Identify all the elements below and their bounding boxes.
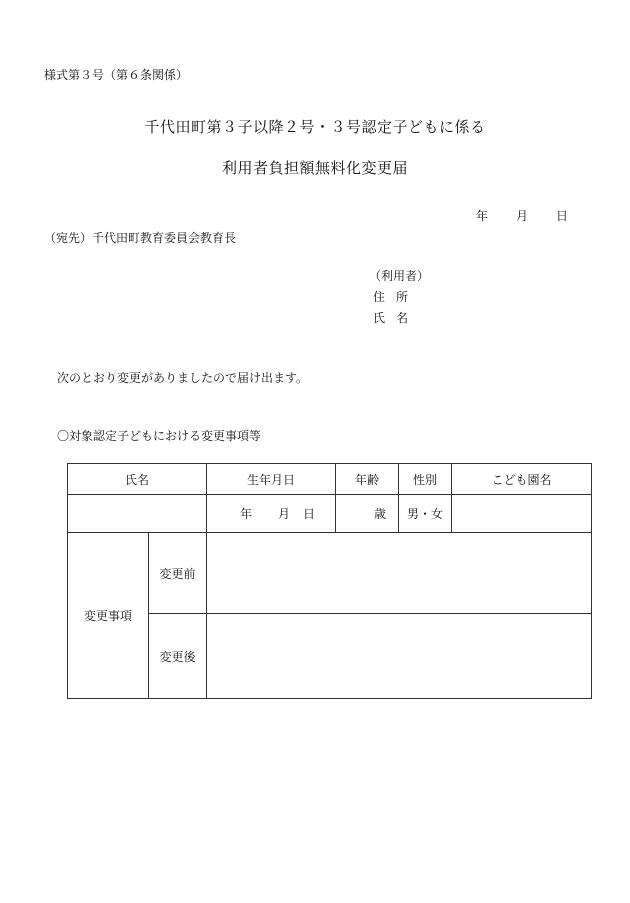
date-day: 日: [556, 209, 569, 223]
form-number: 様式第３号（第６条関係）: [44, 68, 189, 82]
change-items-label: 変更事項: [68, 533, 149, 699]
header-age: 年齢: [336, 464, 399, 495]
birth-day: 日: [303, 507, 316, 521]
birth-month: 月: [277, 507, 290, 521]
change-form-table: [67, 463, 592, 699]
notice-text: 次のとおり変更がありましたので届け出ます。: [57, 371, 309, 385]
date-year: 年: [476, 209, 489, 223]
child-school-field[interactable]: [452, 495, 592, 533]
gender-options: 男・女: [407, 507, 444, 521]
after-label: 変更後: [149, 614, 207, 699]
before-field[interactable]: [207, 533, 592, 614]
child-gender-field[interactable]: [399, 495, 452, 533]
header-birthdate: 生年月日: [207, 464, 336, 495]
age-unit: 歳: [374, 507, 387, 521]
header-school: こども園名: [452, 464, 592, 495]
title-line2: 利用者負担額無料化変更届: [221, 159, 408, 177]
addressee: （宛先）千代田町教育委員会教育長: [44, 231, 237, 245]
date-month: 月: [516, 209, 529, 223]
change-before-row: [68, 533, 592, 614]
section-title: 〇対象認定子どもにおける変更事項等: [57, 429, 262, 443]
before-label: 変更前: [149, 533, 207, 614]
child-row: [68, 495, 592, 533]
child-birthdate-field[interactable]: [207, 495, 336, 533]
header-name: 氏名: [68, 464, 207, 495]
title-line1: 千代田町第３子以降２号・３号認定子どもに係る: [144, 118, 486, 136]
header-row: [68, 464, 592, 495]
child-age-field[interactable]: [336, 495, 399, 533]
applicant-address-label: 住所: [373, 290, 420, 304]
applicant-name-label: 氏名: [373, 311, 420, 325]
applicant-heading: （利用者）: [369, 269, 430, 283]
header-gender: 性別: [399, 464, 452, 495]
child-name-field[interactable]: [68, 495, 207, 533]
date-line: [476, 207, 568, 224]
birth-year: 年: [239, 507, 252, 521]
after-field[interactable]: [207, 614, 592, 699]
